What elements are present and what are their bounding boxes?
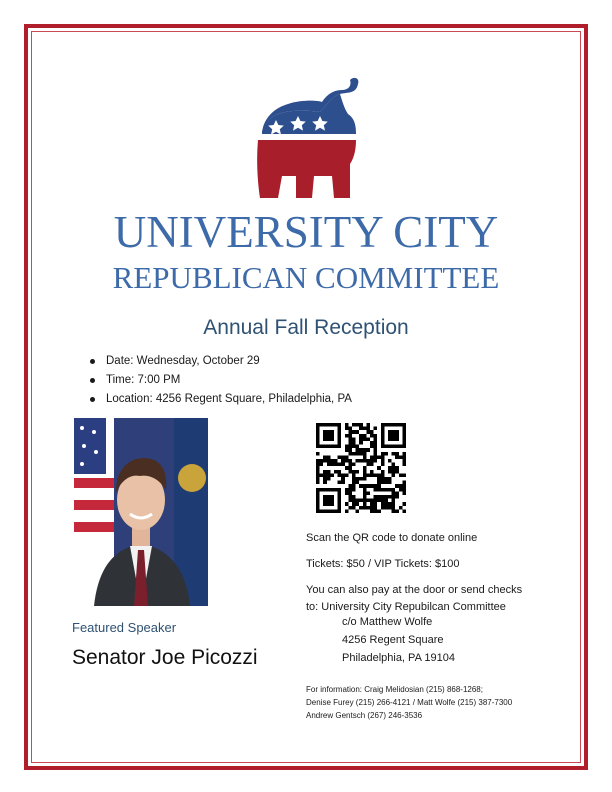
contact-info-line-2: Denise Furey (215) 266-4121 / Matt Wolfe (215) 387-7300 bbox=[306, 698, 513, 707]
qr-caption: Scan the QR code to donate online bbox=[306, 532, 478, 544]
detail-location: Location: 4256 Regent Square, Philadelphia, PA bbox=[86, 390, 352, 409]
speaker-name: Senator Joe Picozzi bbox=[72, 646, 258, 669]
committee-title: UNIVERSITY CITY bbox=[113, 207, 499, 257]
contact-info-line-3: Andrew Gentsch (267) 246-3536 bbox=[306, 711, 423, 720]
donation-qr-code[interactable] bbox=[316, 423, 406, 513]
detail-time: Time: 7:00 PM bbox=[86, 371, 352, 390]
committee-subtitle: REPUBLICAN COMMITTEE bbox=[112, 260, 500, 295]
ticket-prices: Tickets: $50 / VIP Tickets: $100 bbox=[306, 558, 460, 570]
address-line-3: Philadelphia, PA 19104 bbox=[342, 652, 455, 664]
speaker-photo bbox=[74, 418, 208, 606]
event-title: Annual Fall Reception bbox=[203, 316, 409, 339]
featured-speaker-label: Featured Speaker bbox=[72, 620, 177, 635]
detail-date: Date: Wednesday, October 29 bbox=[86, 352, 352, 371]
address-line-1: c/o Matthew Wolfe bbox=[342, 616, 433, 628]
address-line-2: 4256 Regent Square bbox=[342, 634, 444, 646]
elephant-logo-icon bbox=[244, 74, 366, 202]
event-details-list bbox=[86, 352, 352, 409]
contact-info-line-1: For information: Craig Melidosian (215) 868-1268; bbox=[306, 685, 483, 694]
payment-line-2: to: University City Repubilcan Committee bbox=[306, 601, 506, 613]
payment-line-1: You can also pay at the door or send checks bbox=[306, 584, 523, 596]
